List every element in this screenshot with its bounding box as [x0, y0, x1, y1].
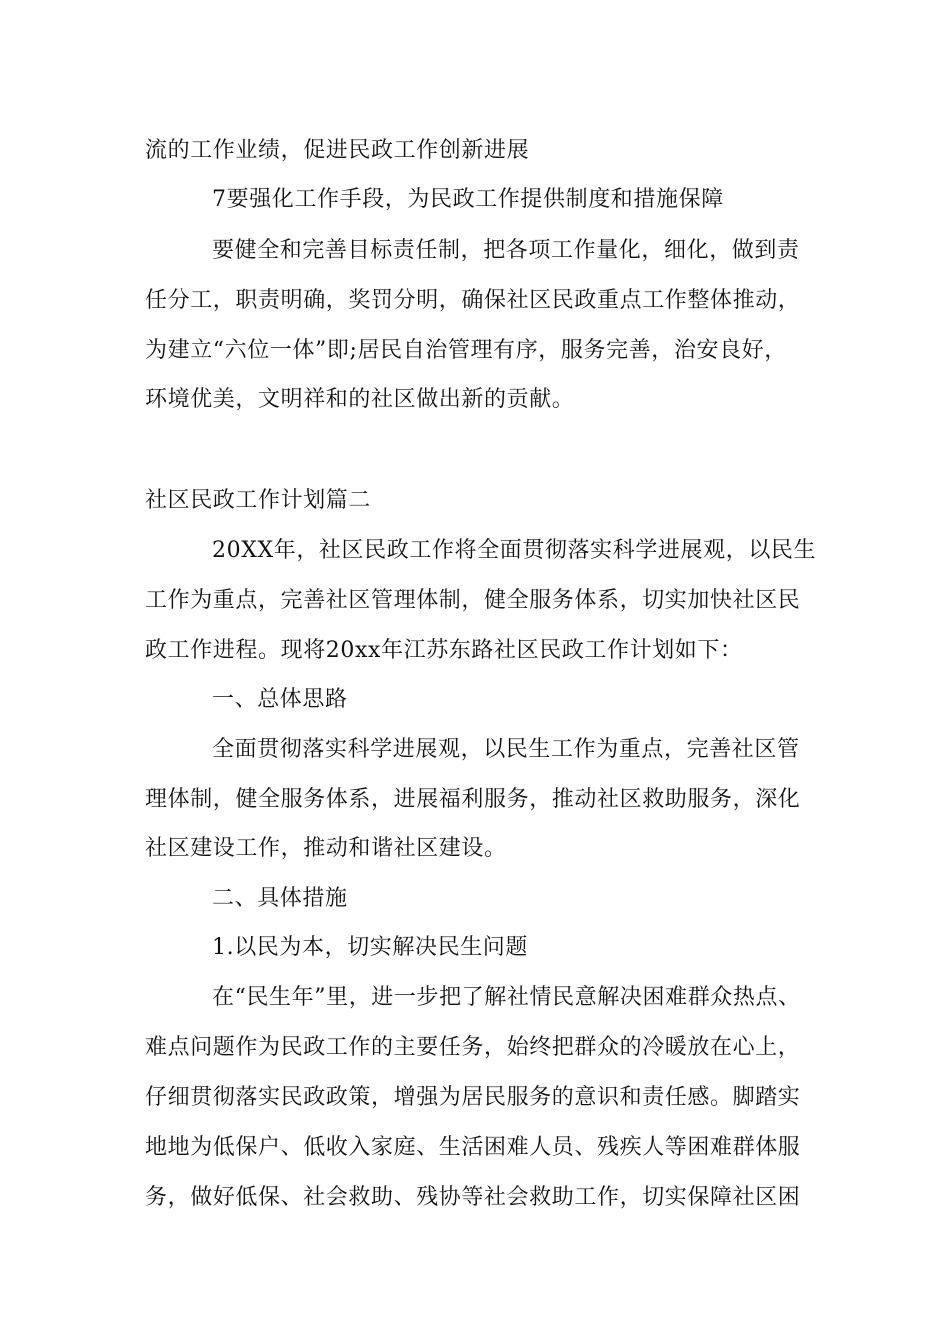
paragraph-line: 流的工作业绩，促进民政工作创新进展 — [145, 138, 530, 163]
paragraph-line: 工作为重点，完善社区管理体制，健全服务体系，切实加快社区民 — [145, 588, 801, 613]
paragraph-line: 20XX年，社区民政工作将全面贯彻落实科学进展观，以民生 — [212, 538, 817, 563]
paragraph-line: 地地为低保户、低收入家庭、生活困难人员、残疾人等困难群体服 — [145, 1135, 801, 1160]
paragraph-line: 难点问题作为民政工作的主要任务，始终把群众的冷暖放在心上， — [145, 1035, 801, 1060]
paragraph-line: 在“民生年”里，进一步把了解社情民意解决困难群众热点、 — [212, 985, 801, 1010]
section-heading: 二、具体措施 — [212, 886, 348, 911]
paragraph-line: 仔细贯彻落实民政政策，增强为居民服务的意识和责任感。脚踏实 — [145, 1085, 801, 1110]
paragraph-line: 务，做好低保、社会救助、残协等社会救助工作，切实保障社区困 — [145, 1185, 801, 1210]
chapter-title: 社区民政工作计划篇二 — [145, 488, 372, 513]
paragraph-line: 政工作进程。现将20xx年江苏东路社区民政工作计划如下： — [145, 638, 743, 663]
paragraph-line: 环境优美，文明祥和的社区做出新的贡献。 — [145, 387, 575, 412]
paragraph-line: 任分工，职责明确，奖罚分明，确保社区民政重点工作整体推动， — [145, 288, 801, 313]
paragraph-line: 全面贯彻落实科学进展观，以民生工作为重点，完善社区管 — [212, 737, 800, 762]
subsection-heading: 1.以民为本，切实解决民生问题 — [212, 935, 528, 960]
paragraph-line: 理体制，健全服务体系，进展福利服务，推动社区救助服务，深化 — [145, 787, 801, 812]
paragraph-line: 社区建设工作，推动和谐社区建设。 — [145, 836, 507, 861]
paragraph-line: 要健全和完善目标责任制，把各项工作量化，细化，做到责 — [212, 238, 800, 263]
section-heading: 一、总体思路 — [212, 687, 348, 712]
paragraph-line: 为建立“六位一体”即;居民自治管理有序，服务完善，治安良好， — [145, 338, 787, 363]
section-heading: 7要强化工作手段，为民政工作提供制度和措施保障 — [212, 187, 724, 212]
